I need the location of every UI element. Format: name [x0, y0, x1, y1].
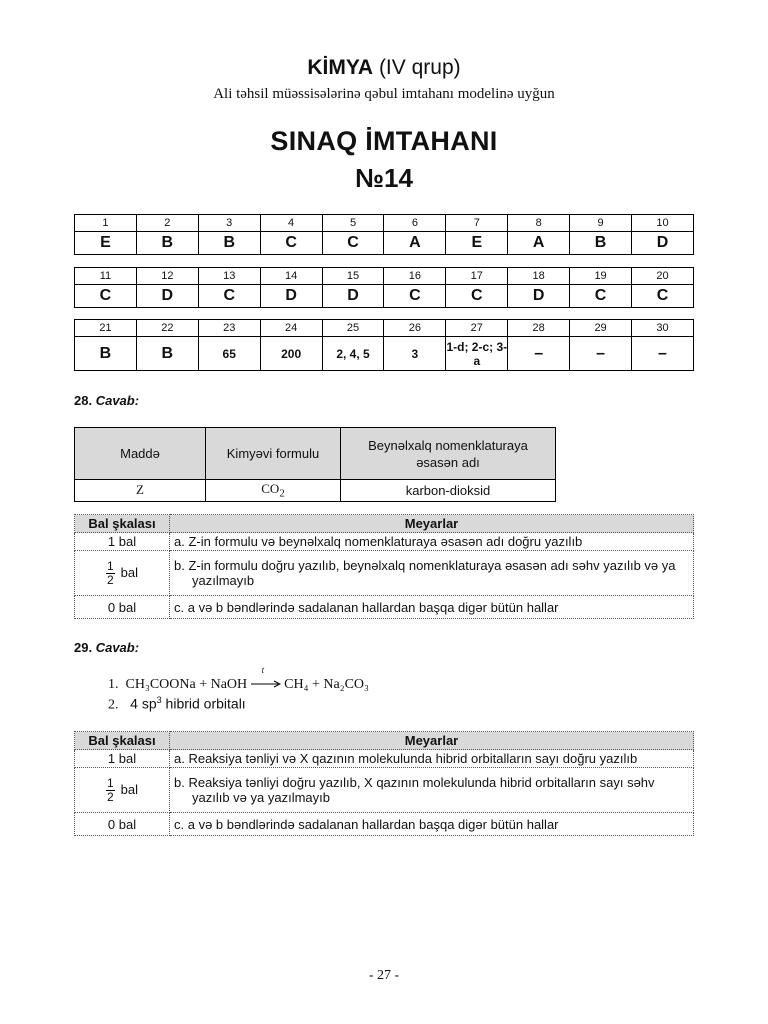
fraction: [106, 777, 115, 804]
question-number: 8: [508, 215, 570, 232]
criteria-header: [75, 732, 694, 750]
column-header: Meyarlar: [170, 515, 694, 533]
answer-cell: D: [322, 285, 384, 308]
answer-superscript: 3: [156, 695, 162, 705]
fraction-numerator: 1: [106, 775, 114, 790]
criteria-row: [75, 596, 694, 619]
list-number: 2.: [108, 697, 119, 713]
formula-cell: [206, 480, 341, 502]
answer-line-1: [108, 665, 369, 693]
answer-cell: 1-d; 2-c; 3-a: [446, 337, 508, 371]
fraction-denominator: 2: [106, 572, 114, 587]
question-number: 15: [322, 268, 384, 285]
question-number: 14: [260, 268, 322, 285]
formula-main: CO: [261, 481, 280, 496]
answer-value: 4 sp: [130, 695, 157, 712]
answer-cell: A: [384, 232, 446, 255]
formula-subscript: 2: [279, 487, 285, 500]
criteria-text: a. Z-in formulu və beynəlxalq nomenklaturaya əsasən adı doğru yazılıb: [170, 533, 694, 551]
answer-cell: E: [446, 232, 508, 255]
answer-cell: B: [136, 337, 198, 371]
score-cell: 0 bal: [75, 596, 170, 619]
answer-key-table-3: [74, 319, 694, 371]
criteria-row: [75, 750, 694, 768]
question-number: 16: [384, 268, 446, 285]
fraction-denominator: 2: [106, 789, 114, 804]
name-cell: karbon-dioksid: [341, 480, 556, 502]
answer-cell: C: [322, 232, 384, 255]
subtitle: Ali təhsil müəssisələrinə qəbul imtahanı modelinə uyğun: [213, 86, 555, 102]
criteria-text: [170, 768, 694, 813]
question-number: 10: [632, 215, 694, 232]
question-number: 13: [198, 268, 260, 285]
answer-cell: –: [632, 337, 694, 371]
list-number: 1.: [108, 677, 119, 693]
question-number: 29.: [74, 640, 93, 655]
answer-label: Cavab:: [95, 393, 140, 408]
criteria-text: [170, 551, 694, 596]
subject-title: [0, 56, 768, 80]
answer-cell: B: [75, 337, 137, 371]
question-number: 26: [384, 320, 446, 337]
answer-cell: C: [198, 285, 260, 308]
substance-table: [74, 427, 556, 502]
score-cell: [75, 768, 170, 813]
answer-cell: D: [632, 232, 694, 255]
exam-title: SINAQ İMTAHANI: [270, 126, 498, 156]
criteria-row: [75, 768, 694, 813]
question-number: 9: [570, 215, 632, 232]
question-number: 23: [198, 320, 260, 337]
question-number: 18: [508, 268, 570, 285]
answer-cell: C: [384, 285, 446, 308]
column-header: Maddə: [75, 428, 206, 480]
question-number: 28.: [74, 393, 93, 408]
answer-key-numbers-row: [75, 268, 694, 285]
question-number: 3: [198, 215, 260, 232]
criteria-row: [75, 813, 694, 836]
answer-cell: C: [570, 285, 632, 308]
question-number: 24: [260, 320, 322, 337]
subject-name: KİMYA: [307, 56, 374, 79]
criteria-row: [75, 533, 694, 551]
criteria-table-28: [74, 514, 694, 619]
question-number: 20: [632, 268, 694, 285]
arrow-icon: [251, 680, 281, 688]
answer-key-answers-row: [75, 337, 694, 371]
question-number: 17: [446, 268, 508, 285]
question-28-label: [74, 393, 139, 408]
answer-key-answers-row: [75, 285, 694, 308]
answer-cell: B: [136, 232, 198, 255]
score-cell: 1 bal: [75, 750, 170, 768]
question-number: 22: [136, 320, 198, 337]
answer-text: hibrid orbitalı: [165, 695, 246, 712]
fraction-numerator: 1: [106, 558, 114, 573]
reaction-condition: t: [261, 665, 265, 675]
answer-cell: C: [632, 285, 694, 308]
substance-table-row: [75, 480, 556, 502]
answer-key-answers-row: [75, 232, 694, 255]
question-number: 5: [322, 215, 384, 232]
score-cell: [75, 551, 170, 596]
column-header: Beynəlxalq nomenklaturaya əsasən adı: [341, 428, 556, 480]
answer-cell: D: [508, 285, 570, 308]
question-number: 25: [322, 320, 384, 337]
question-number: 2: [136, 215, 198, 232]
column-header: Kimyəvi formulu: [206, 428, 341, 480]
criteria-text-line: b. Z-in formulu doğru yazılıb, beynəlxalq nomenklaturaya əsasən adı səhv yazılıb və ya: [174, 558, 676, 573]
answer-cell: B: [570, 232, 632, 255]
score-cell: 0 bal: [75, 813, 170, 836]
criteria-text-continuation: yazılmayıb: [192, 573, 255, 588]
answer-cell: D: [260, 285, 322, 308]
question-number: 11: [75, 268, 137, 285]
criteria-text: a. Reaksiya tənliyi və X qazının molekulunda hibrid orbitalların sayı doğru yazılıb: [170, 750, 694, 768]
answer-cell: B: [198, 232, 260, 255]
question-number: 7: [446, 215, 508, 232]
answer-cell: C: [260, 232, 322, 255]
column-header: Meyarlar: [170, 732, 694, 750]
criteria-row: [75, 551, 694, 596]
question-number: 12: [136, 268, 198, 285]
question-number: 1: [75, 215, 137, 232]
substance-cell: Z: [75, 480, 206, 502]
answer-cell: 3: [384, 337, 446, 371]
score-unit: bal: [120, 564, 139, 580]
answer-key-numbers-row: [75, 215, 694, 232]
score-unit: bal: [120, 781, 139, 797]
question-number: 29: [570, 320, 632, 337]
substance-table-header: [75, 428, 556, 480]
answer-cell: A: [508, 232, 570, 255]
answer-cell: –: [508, 337, 570, 371]
answer-line-2: [108, 695, 246, 714]
answer-label: Cavab:: [95, 640, 140, 655]
criteria-text-line: b. Reaksiya tənliyi doğru yazılıb, X qazının molekulunda hibrid orbitalların sayı səhv: [174, 775, 655, 790]
question-number: 30: [632, 320, 694, 337]
answer-key-table-2: [74, 267, 694, 308]
question-number: 4: [260, 215, 322, 232]
criteria-text: c. a və b bəndlərində sadalanan hallardan başqa digər bütün hallar: [170, 596, 694, 619]
answer-cell: 200: [260, 337, 322, 371]
question-number: 21: [75, 320, 137, 337]
subject-group: (IV qrup): [378, 56, 461, 79]
criteria-header: [75, 515, 694, 533]
page-number: - 27 -: [368, 968, 400, 983]
reaction-products: CH₄ + Na₂CO₃: [284, 677, 369, 693]
question-number: 28: [508, 320, 570, 337]
answer-cell: 65: [198, 337, 260, 371]
question-number: 19: [570, 268, 632, 285]
criteria-table-29: [74, 731, 694, 836]
answer-cell: C: [446, 285, 508, 308]
exam-number: №14: [355, 163, 413, 193]
answer-cell: –: [570, 337, 632, 371]
criteria-text: c. a və b bəndlərində sadalanan hallardan başqa digər bütün hallar: [170, 813, 694, 836]
answer-key-numbers-row: [75, 320, 694, 337]
criteria-text-continuation: yazılıb və ya yazılmayıb: [192, 790, 330, 805]
question-number: 6: [384, 215, 446, 232]
column-header: Bal şkalası: [75, 515, 170, 533]
question-29-label: [74, 640, 139, 655]
score-cell: 1 bal: [75, 533, 170, 551]
answer-cell: C: [75, 285, 137, 308]
answer-cell: D: [136, 285, 198, 308]
reaction-arrow: [251, 665, 281, 693]
question-number: 27: [446, 320, 508, 337]
reaction-reactants: CH₃COONa + NaOH: [125, 677, 248, 693]
answer-key-table-1: [74, 214, 694, 255]
answer-cell: 2, 4, 5: [322, 337, 384, 371]
column-header: Bal şkalası: [75, 732, 170, 750]
answer-cell: E: [75, 232, 137, 255]
fraction: [106, 560, 115, 587]
